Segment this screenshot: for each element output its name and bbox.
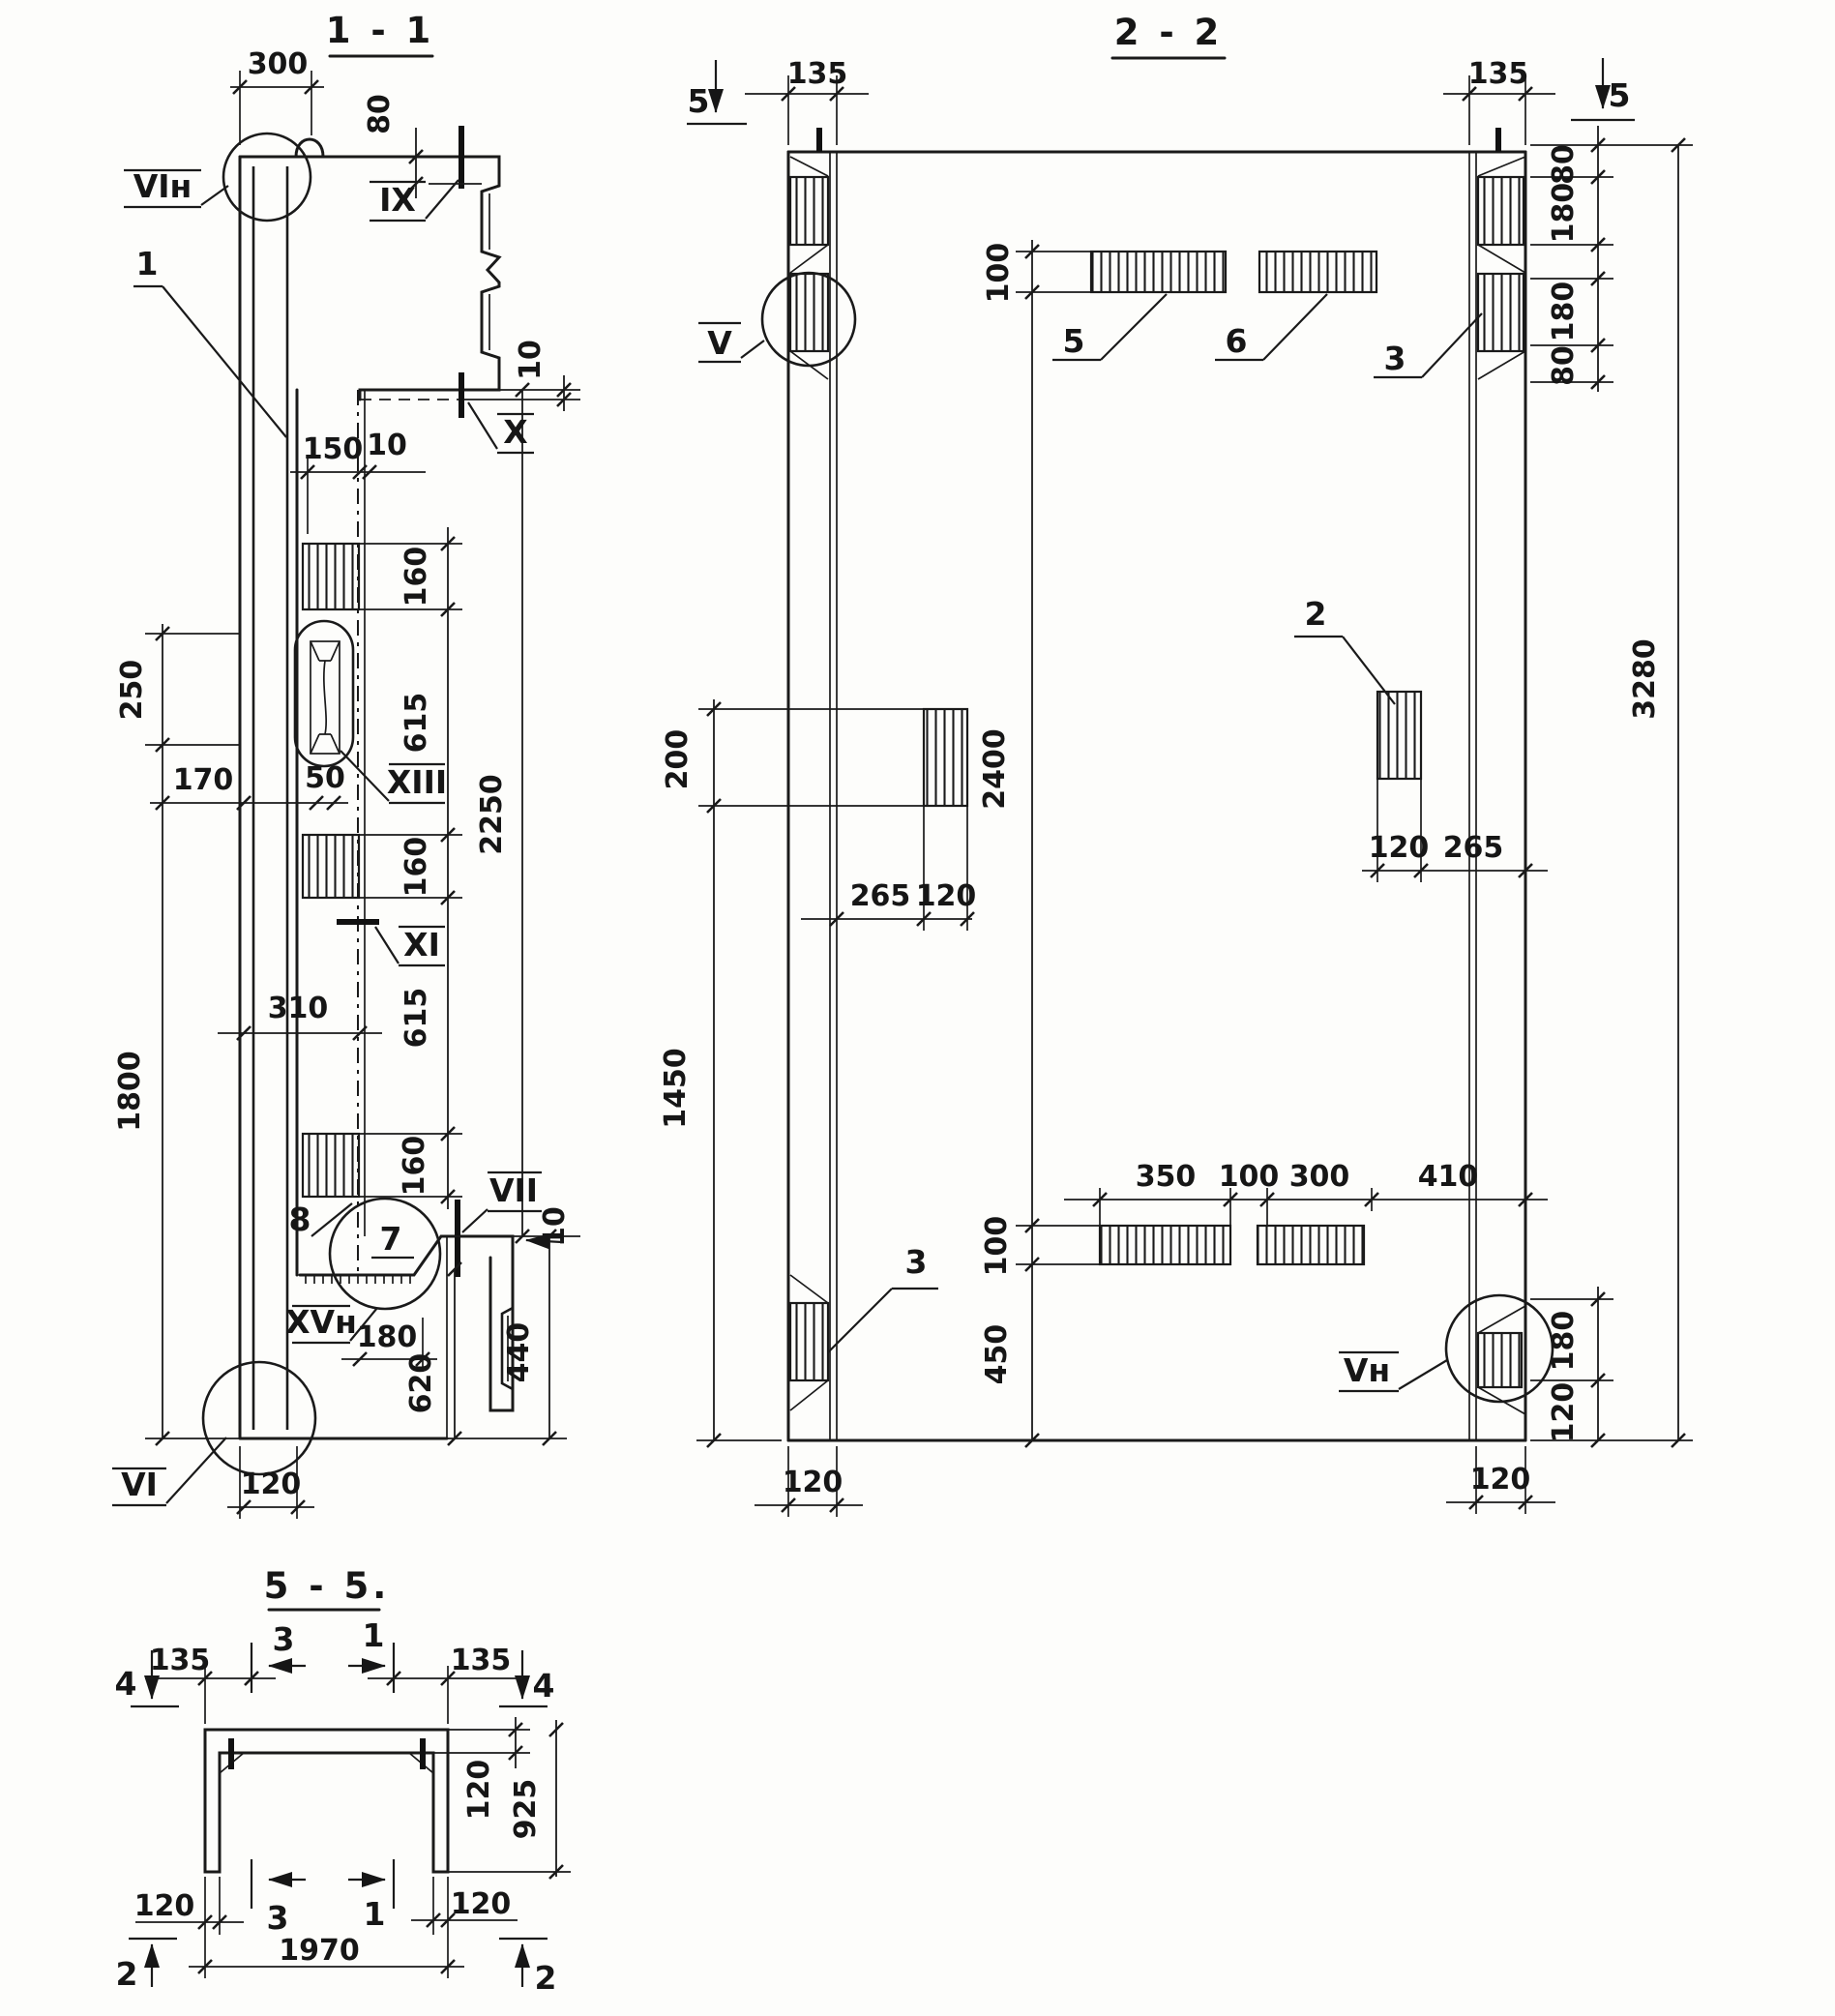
svg-text:5: 5 bbox=[1608, 76, 1631, 114]
label-x bbox=[468, 402, 534, 453]
svg-text:2: 2 bbox=[115, 1955, 138, 1993]
right-col-block-3 bbox=[1478, 1333, 1522, 1387]
right-col-block-1 bbox=[1478, 177, 1524, 245]
svg-text:XVн: XVн bbox=[285, 1303, 357, 1341]
label-6 bbox=[1215, 294, 1327, 360]
label-v bbox=[698, 323, 764, 362]
label-xiii bbox=[340, 751, 447, 803]
svg-text:6: 6 bbox=[1225, 322, 1248, 360]
label-vii bbox=[462, 1171, 542, 1232]
dim-265l: 265 bbox=[849, 879, 911, 913]
plane-marker-2-left bbox=[116, 1939, 177, 1993]
svg-text:3: 3 bbox=[266, 1899, 289, 1937]
left-col-block-1 bbox=[790, 177, 828, 245]
svg-text:IX: IX bbox=[379, 181, 416, 219]
label-xi bbox=[375, 926, 445, 965]
section-5-5 bbox=[115, 1565, 571, 1997]
dim-3280: 3280 bbox=[1628, 638, 1662, 720]
plane-marker-1-bottom bbox=[348, 1859, 394, 1933]
dim-10c: 10 bbox=[538, 1206, 572, 1247]
svg-text:2: 2 bbox=[1304, 595, 1327, 633]
dim-200: 200 bbox=[661, 728, 695, 790]
dim-160c: 160 bbox=[398, 1135, 431, 1197]
embed-plate-3 bbox=[303, 1134, 359, 1197]
plane-marker-5-left bbox=[687, 60, 747, 124]
dim-120r: 120 bbox=[1368, 831, 1430, 865]
dim-310: 310 bbox=[267, 992, 329, 1025]
dim-120bl-55: 120 bbox=[133, 1889, 195, 1923]
dim-1450: 1450 bbox=[659, 1048, 693, 1129]
dim-120br-55: 120 bbox=[450, 1887, 512, 1921]
section-1-1-title: 1 - 1 bbox=[325, 10, 435, 51]
dim-120l: 120 bbox=[915, 879, 977, 913]
dim-80: 80 bbox=[363, 94, 397, 134]
section-2-2 bbox=[659, 12, 1693, 1517]
dim-615b: 615 bbox=[400, 987, 433, 1049]
svg-text:5: 5 bbox=[1062, 322, 1085, 360]
dim-120: 120 bbox=[240, 1468, 302, 1501]
right-col-block-2 bbox=[1478, 274, 1524, 351]
svg-text:1: 1 bbox=[363, 1895, 386, 1933]
dim-170: 170 bbox=[172, 763, 234, 797]
top-bar-6 bbox=[1259, 252, 1376, 292]
dim-135l-55: 135 bbox=[149, 1644, 211, 1677]
svg-text:4: 4 bbox=[114, 1665, 137, 1703]
svg-text:VII: VII bbox=[488, 1171, 539, 1209]
dim-lines-55 bbox=[135, 1678, 556, 1967]
left-col-block-3 bbox=[790, 1303, 828, 1380]
svg-text:XI: XI bbox=[403, 926, 440, 964]
svg-text:V: V bbox=[707, 324, 732, 362]
label-3-top bbox=[1374, 313, 1482, 377]
dim-1800: 1800 bbox=[113, 1051, 147, 1132]
plane-marker-3-bottom bbox=[252, 1859, 306, 1937]
channel-outline bbox=[205, 1730, 448, 1872]
mid-block-right bbox=[1377, 692, 1421, 779]
dim-80a: 80 bbox=[1547, 144, 1581, 185]
dim-350: 350 bbox=[1135, 1160, 1197, 1194]
dim-180a: 180 bbox=[1547, 182, 1581, 244]
label-1 bbox=[133, 245, 286, 437]
dim-10b: 10 bbox=[367, 429, 407, 462]
dim-lines-22 bbox=[714, 94, 1678, 1505]
dim-80b: 80 bbox=[1547, 345, 1581, 386]
dim-50: 50 bbox=[305, 761, 345, 795]
bottom-bar-b bbox=[1258, 1226, 1364, 1264]
embed-plate-1 bbox=[303, 544, 359, 609]
label-vin bbox=[124, 167, 228, 207]
dim-925-55: 925 bbox=[509, 1778, 543, 1840]
plane-marker-1-top bbox=[348, 1616, 394, 1693]
label-3-bottom bbox=[828, 1243, 938, 1352]
top-pins bbox=[819, 128, 1498, 152]
svg-text:1: 1 bbox=[362, 1616, 385, 1654]
dim-135r-55: 135 bbox=[450, 1644, 512, 1677]
label-vn bbox=[1339, 1351, 1447, 1391]
dim-450: 450 bbox=[980, 1323, 1014, 1385]
dim-180: 180 bbox=[356, 1320, 418, 1354]
dim-2250: 2250 bbox=[475, 774, 509, 855]
dim-135r: 135 bbox=[1467, 57, 1529, 91]
plane-marker-2-right bbox=[499, 1939, 556, 1997]
svg-text:3: 3 bbox=[272, 1620, 295, 1658]
slot-inner bbox=[311, 641, 340, 754]
dim-120bc: 120 bbox=[1469, 1463, 1531, 1497]
svg-text:VI: VI bbox=[121, 1466, 158, 1503]
bottom-bar-a bbox=[1100, 1226, 1230, 1264]
dim-180b: 180 bbox=[1547, 281, 1581, 342]
dim-135l: 135 bbox=[786, 57, 848, 91]
dim-100b: 100 bbox=[980, 1215, 1014, 1277]
dim-120t-55: 120 bbox=[462, 1759, 496, 1821]
label-vi bbox=[112, 1438, 226, 1505]
dim-100t: 100 bbox=[982, 242, 1016, 304]
dim-100m: 100 bbox=[1218, 1160, 1280, 1194]
plane-marker-5-right bbox=[1571, 58, 1635, 120]
dim-1970-55: 1970 bbox=[279, 1934, 360, 1968]
svg-text:4: 4 bbox=[532, 1667, 555, 1705]
dim-440: 440 bbox=[502, 1321, 536, 1383]
dim-120br: 120 bbox=[1547, 1381, 1581, 1443]
dim-150: 150 bbox=[302, 432, 364, 466]
plane-marker-3-top bbox=[252, 1620, 306, 1693]
detail-circle-vin bbox=[223, 133, 311, 221]
svg-text:5: 5 bbox=[687, 82, 710, 120]
detail-circle-vi bbox=[203, 1362, 315, 1474]
section-1-1 bbox=[112, 10, 580, 1519]
svg-text:2: 2 bbox=[534, 1959, 557, 1997]
label-ix bbox=[370, 180, 459, 221]
label-5 bbox=[1052, 294, 1167, 360]
dim-265r: 265 bbox=[1442, 831, 1504, 865]
dim-120bl: 120 bbox=[782, 1466, 844, 1499]
label-2 bbox=[1294, 595, 1395, 704]
dim-300: 300 bbox=[247, 47, 309, 81]
svg-text:XIII: XIII bbox=[386, 763, 448, 801]
svg-text:3: 3 bbox=[1383, 340, 1406, 377]
dim-180br: 180 bbox=[1547, 1310, 1581, 1372]
embed-plate-2 bbox=[303, 835, 359, 898]
dim-2400: 2400 bbox=[978, 728, 1012, 810]
svg-text:1: 1 bbox=[135, 245, 159, 282]
section-5-5-title: 5 - 5. bbox=[263, 1565, 391, 1607]
left-col-block-2 bbox=[790, 274, 828, 351]
flange-outline bbox=[240, 157, 499, 400]
dim-615a: 615 bbox=[400, 692, 433, 754]
rebar-lines bbox=[253, 166, 287, 1430]
svg-text:VIн: VIн bbox=[133, 167, 192, 205]
dim-10-top: 10 bbox=[514, 340, 548, 380]
dim-ticks-22 bbox=[707, 87, 1685, 1512]
dim-410: 410 bbox=[1417, 1160, 1479, 1194]
svg-text:7: 7 bbox=[379, 1220, 402, 1258]
svg-text:X: X bbox=[503, 413, 528, 451]
mid-block-left bbox=[924, 709, 967, 806]
dim-160b: 160 bbox=[400, 836, 433, 898]
label-7 bbox=[371, 1220, 414, 1258]
dim-620: 620 bbox=[404, 1352, 438, 1414]
dim-250: 250 bbox=[115, 659, 149, 721]
svg-text:8: 8 bbox=[288, 1201, 311, 1238]
dim-160a: 160 bbox=[400, 546, 433, 608]
haunch-chamfers bbox=[220, 1753, 433, 1773]
top-bar-5 bbox=[1091, 252, 1226, 292]
svg-text:3: 3 bbox=[904, 1243, 928, 1281]
dim-300: 300 bbox=[1288, 1160, 1350, 1194]
section-2-2-title: 2 - 2 bbox=[1113, 12, 1224, 53]
svg-text:Vн: Vн bbox=[1343, 1351, 1391, 1389]
